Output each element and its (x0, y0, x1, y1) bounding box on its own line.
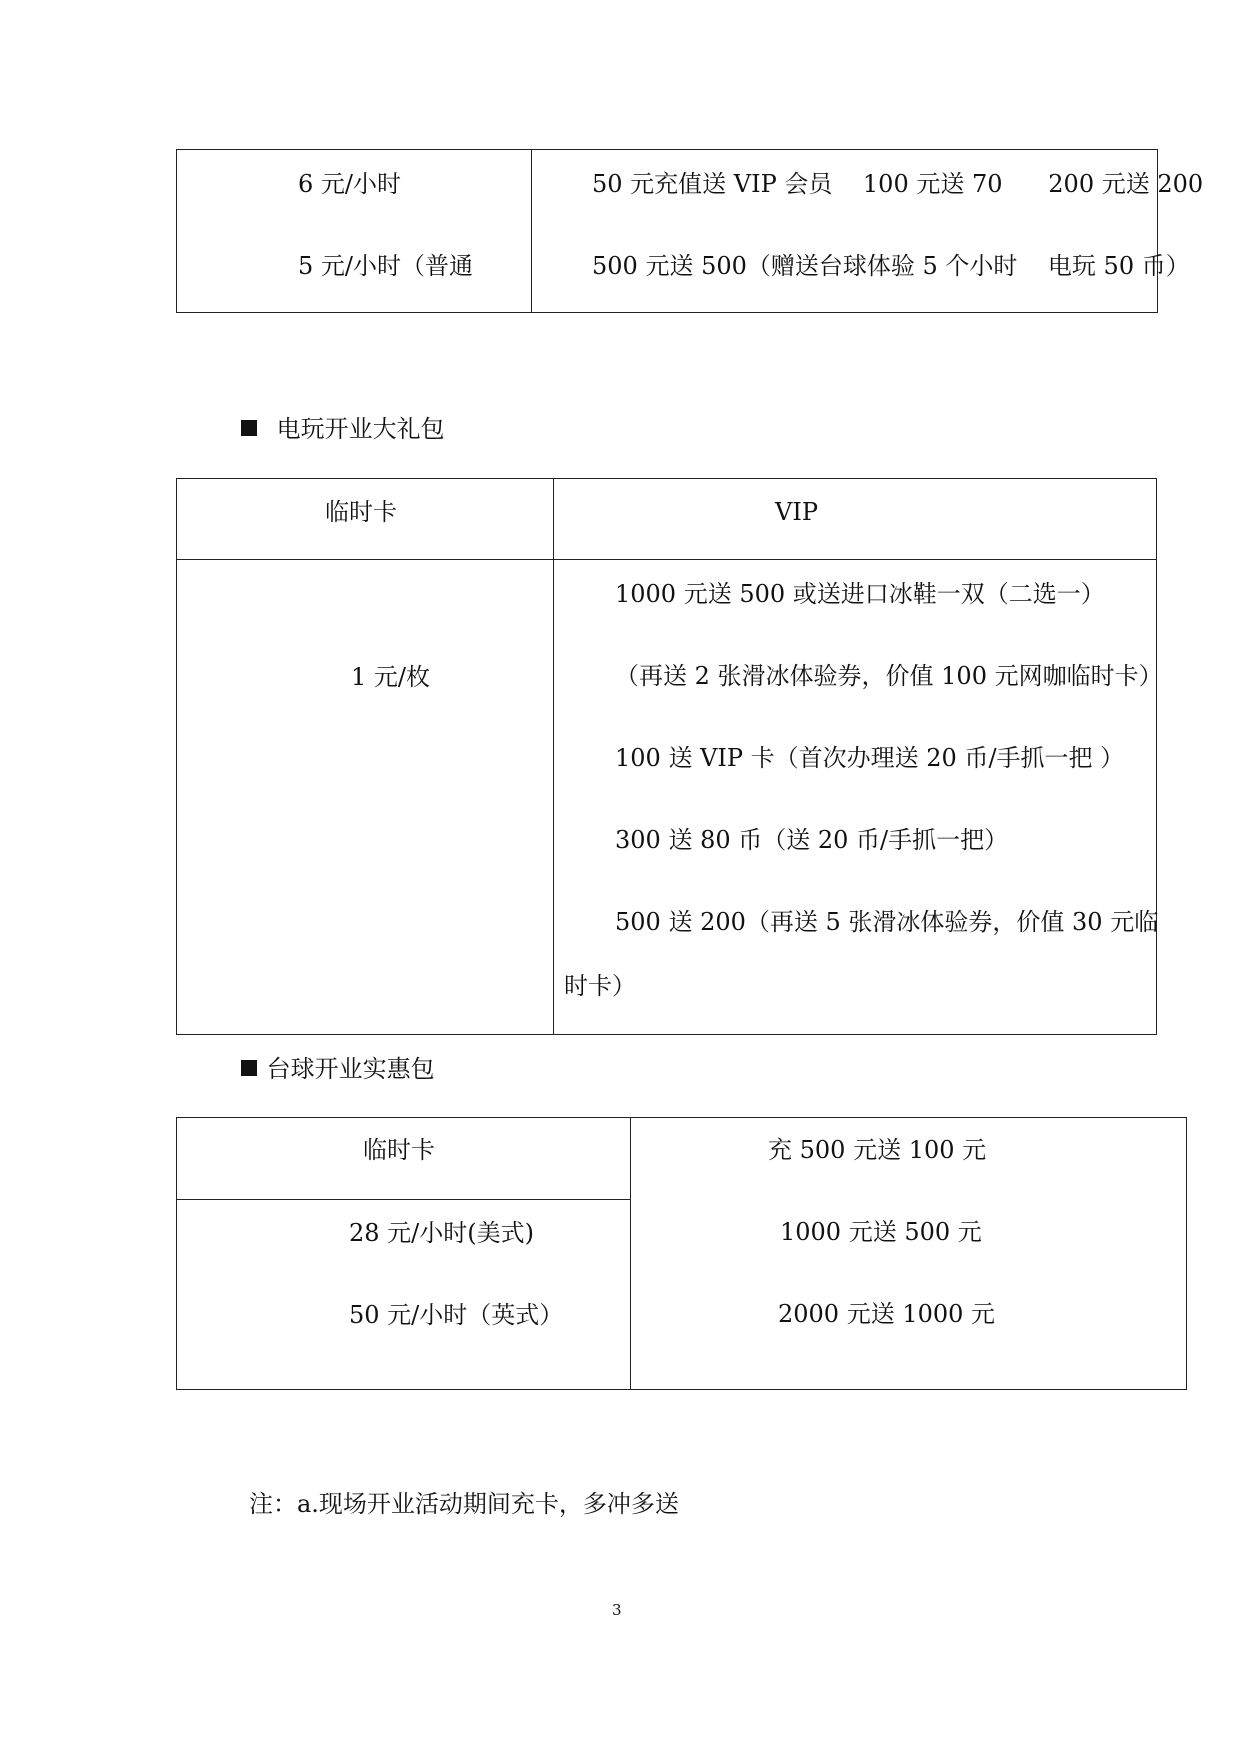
section-title: 电玩开业大礼包 (276, 415, 445, 443)
table-divider (630, 1117, 631, 1390)
table-cell-text: 300 送 80 币（送 20 币/手抓一把） (615, 826, 1009, 854)
table-divider (176, 559, 1157, 560)
table-cell-text: 50 元/小时（英式） (349, 1301, 564, 1329)
table-cell-text: 2000 元送 1000 元 (778, 1300, 996, 1328)
bullet-square-icon (241, 420, 257, 436)
table-divider (553, 478, 554, 1035)
table-cell-text: （再送 2 张滑冰体验券，价值 100 元网咖临时卡） (615, 662, 1163, 690)
table-header-temp-card: 临时卡 (363, 1136, 435, 1164)
table-header-temp-card: 临时卡 (325, 498, 397, 526)
table-cell-text: 时卡） (564, 972, 636, 1000)
section-heading (241, 417, 445, 441)
table-cell-text: 28 元/小时(美式) (349, 1219, 534, 1247)
table-cell-text: 500 元送 500（赠送台球体验 5 个小时 电玩 50 币） (592, 252, 1190, 280)
section-heading (241, 1057, 435, 1081)
table-cell-text: 500 送 200（再送 5 张滑冰体验券，价值 30 元临 (615, 908, 1159, 936)
page-number: 3 (612, 1601, 622, 1619)
table-divider (531, 149, 532, 313)
bullet-square-icon (241, 1060, 257, 1076)
table-cell-text: 50 元充值送 VIP 会员 100 元送 70 200 元送 200 (592, 170, 1204, 198)
table-cell-text: 5 元/小时（普通 (298, 252, 473, 280)
table-cell-text: 6 元/小时 (298, 170, 401, 198)
table-cell-text: 100 送 VIP 卡（首次办理送 20 币/手抓一把 ） (615, 744, 1125, 772)
table-header-vip: VIP (775, 498, 818, 526)
section-title: 台球开业实惠包 (266, 1055, 435, 1083)
table-cell-text: 1000 元送 500 元 (780, 1218, 982, 1246)
table-cell-text: 1000 元送 500 或送进口冰鞋一双（二选一） (615, 580, 1105, 608)
table-divider (176, 1199, 630, 1200)
table-billiards-package (176, 1117, 1187, 1390)
table-cell-text: 充 500 元送 100 元 (768, 1136, 987, 1164)
table-cell-text: 1 元/枚 (351, 663, 430, 691)
note-text: 注：a.现场开业活动期间充卡，多冲多送 (249, 1490, 679, 1518)
